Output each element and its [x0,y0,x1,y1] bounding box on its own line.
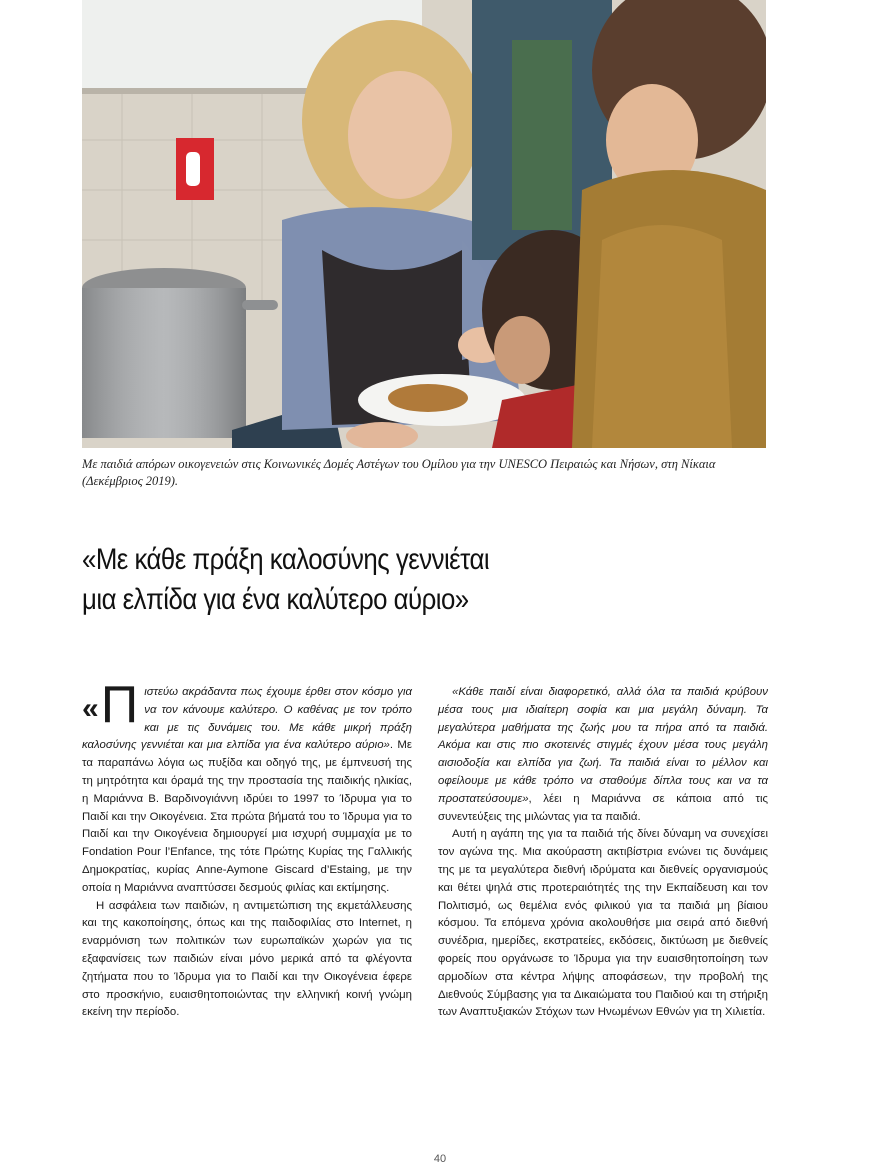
article-paragraph: Η ασφάλεια των παιδιών, η αντιμετώπιση της εκμετάλλευσης και της κακοποίησης, όπως και της παιδοφιλίας στο Internet, η εναρμόνιση των πολιτικών των ευρωπαϊκών χωρών για τις εξαφανίσεις των παιδιών είναι μόνο μερικά από τα φλέγοντα ζητήματα που το Ίδρυμα για το Παιδί και την Οικογένεια έφερε στο προσκήνιο, ευαισθητοποιώντας την ελληνική κοινή γνώμη εκείνη την περίοδο. [82,899,412,1019]
photo-illustration [82,0,766,448]
paragraph-text: . Με τα παραπάνω λόγια ως πυξίδα και οδηγό της, με έμπνευσή της τη μητρότητα και όραμά της την προστασία της παιδικής ηλικίας, η Μαριάννα Β. Βαρδινογιάννη ιδρύει το 1997 το Ίδρυμα για το Παιδί και την Οικογένεια. Στα πρώτα βήματά του το Ίδρυμα για το Παιδί και την Οικογένεια δημιουργεί μια ισχυρή συμμαχία με το Fondation Pour l’Enfance, της τότε Πρώτης Κυρίας της Γαλλικής Δημοκρατίας, κυρίας Anne-Aymone Giscard d’Estaing, με την οποία η Μαριάννα αναπτύσσει δεσμούς φιλίας και εκτίμησης. [82,739,412,894]
article-photo [82,0,766,448]
article-paragraph: Αυτή η αγάπη της για τα παιδιά τής δίνει δύναμη να συνεχίσει τον αγώνα της. Μια ακούραστη ακτιβίστρια ενώνει τις δυνάμεις της με τα μεγαλύτερα διεθνή ιδρύματα και διεθνείς οργανισμούς και θέτει ψηλά στις προτεραιότητές της την Εκπαίδευση και τον Πολιτισμό, ως θεμέλια ενός φιλικού για τα παιδιά μη βίαιου κόσμου. Τα επόμενα χρόνια ακολουθήσε μια σειρά από διεθνή συνέδρια, ημερίδες, εκστρατείες, εκδόσεις, δικτύωση με διεθνείς φορείς που οργάνωσε το Ίδρυμα για την ευαισθητοποίηση των αρμοδίων στα κέντρα λήψης αποφάσεων, την προβολή της Διεθνούς Σύμβασης για τα Δικαιώματα του Παιδιού και τη στήριξη των Αναπτυξιακών Στόχων των Ηνωμένων Εθνών για τη Χιλιετία. [438,828,768,1019]
drop-cap-letter: Π [100,676,139,734]
article-paragraph [82,676,412,898]
paragraph-text: , λέει η Μαριάννα σε κάποια από τις συνεντεύξεις της μιλώντας για τα παιδιά. [438,792,768,823]
quote-text: ιστεύω ακράδαντα πως έχουμε έρθει στον κόσμο για να τον κάνουμε καλύτερο. Ο καθένας με τον τρόπο και με τις δυνάμεις του. Με κάθε μικρή πράξη καλοσύνης γεννιέται και μια ελπίδα για ένα καλύτερο αύριο» [82,686,412,752]
pull-quote-headline [82,540,675,620]
drop-cap [82,676,139,734]
page-number: 40 [433,1153,447,1165]
article-paragraph [438,684,768,826]
opening-guillemet: « [82,692,99,725]
article-column-left [82,676,412,1022]
headline-line-2: μια ελπίδα για ένα καλύτερο αύριο» [82,583,469,616]
headline-line-1: «Με κάθε πράξη καλοσύνης γεννιέται [82,543,490,576]
quote-text: «Κάθε παιδί είναι διαφορετικό, αλλά όλα τα παιδιά κρύβουν μέσα τους μια ιδιαίτερη σοφία και μια μεγάλη δύναμη. Τα μεγαλύτερα μαθήματα της ζωής μου τα πήρα από τα παιδιά. Ακόμα και στις πιο σκοτεινές στιγμές έχουν μέσα τους μεγάλη αισιοδοξία και ελπίδα για ζωή. Τα παιδιά είναι το μέλλον και οφείλουμε με κάθε τρόπο να σταθούμε δίπλα τους και να τα προστατεύσουμε» [438,686,768,805]
photo-caption: Με παιδιά απόρων οικογενειών στις Κοινωνικές Δομές Αστέγων του Ομίλου για την UNESCO Πειραιώς και Νήσων, στη Νίκαια (Δεκέμβριος 2019). [82,457,716,488]
article-column-right [438,684,768,1022]
